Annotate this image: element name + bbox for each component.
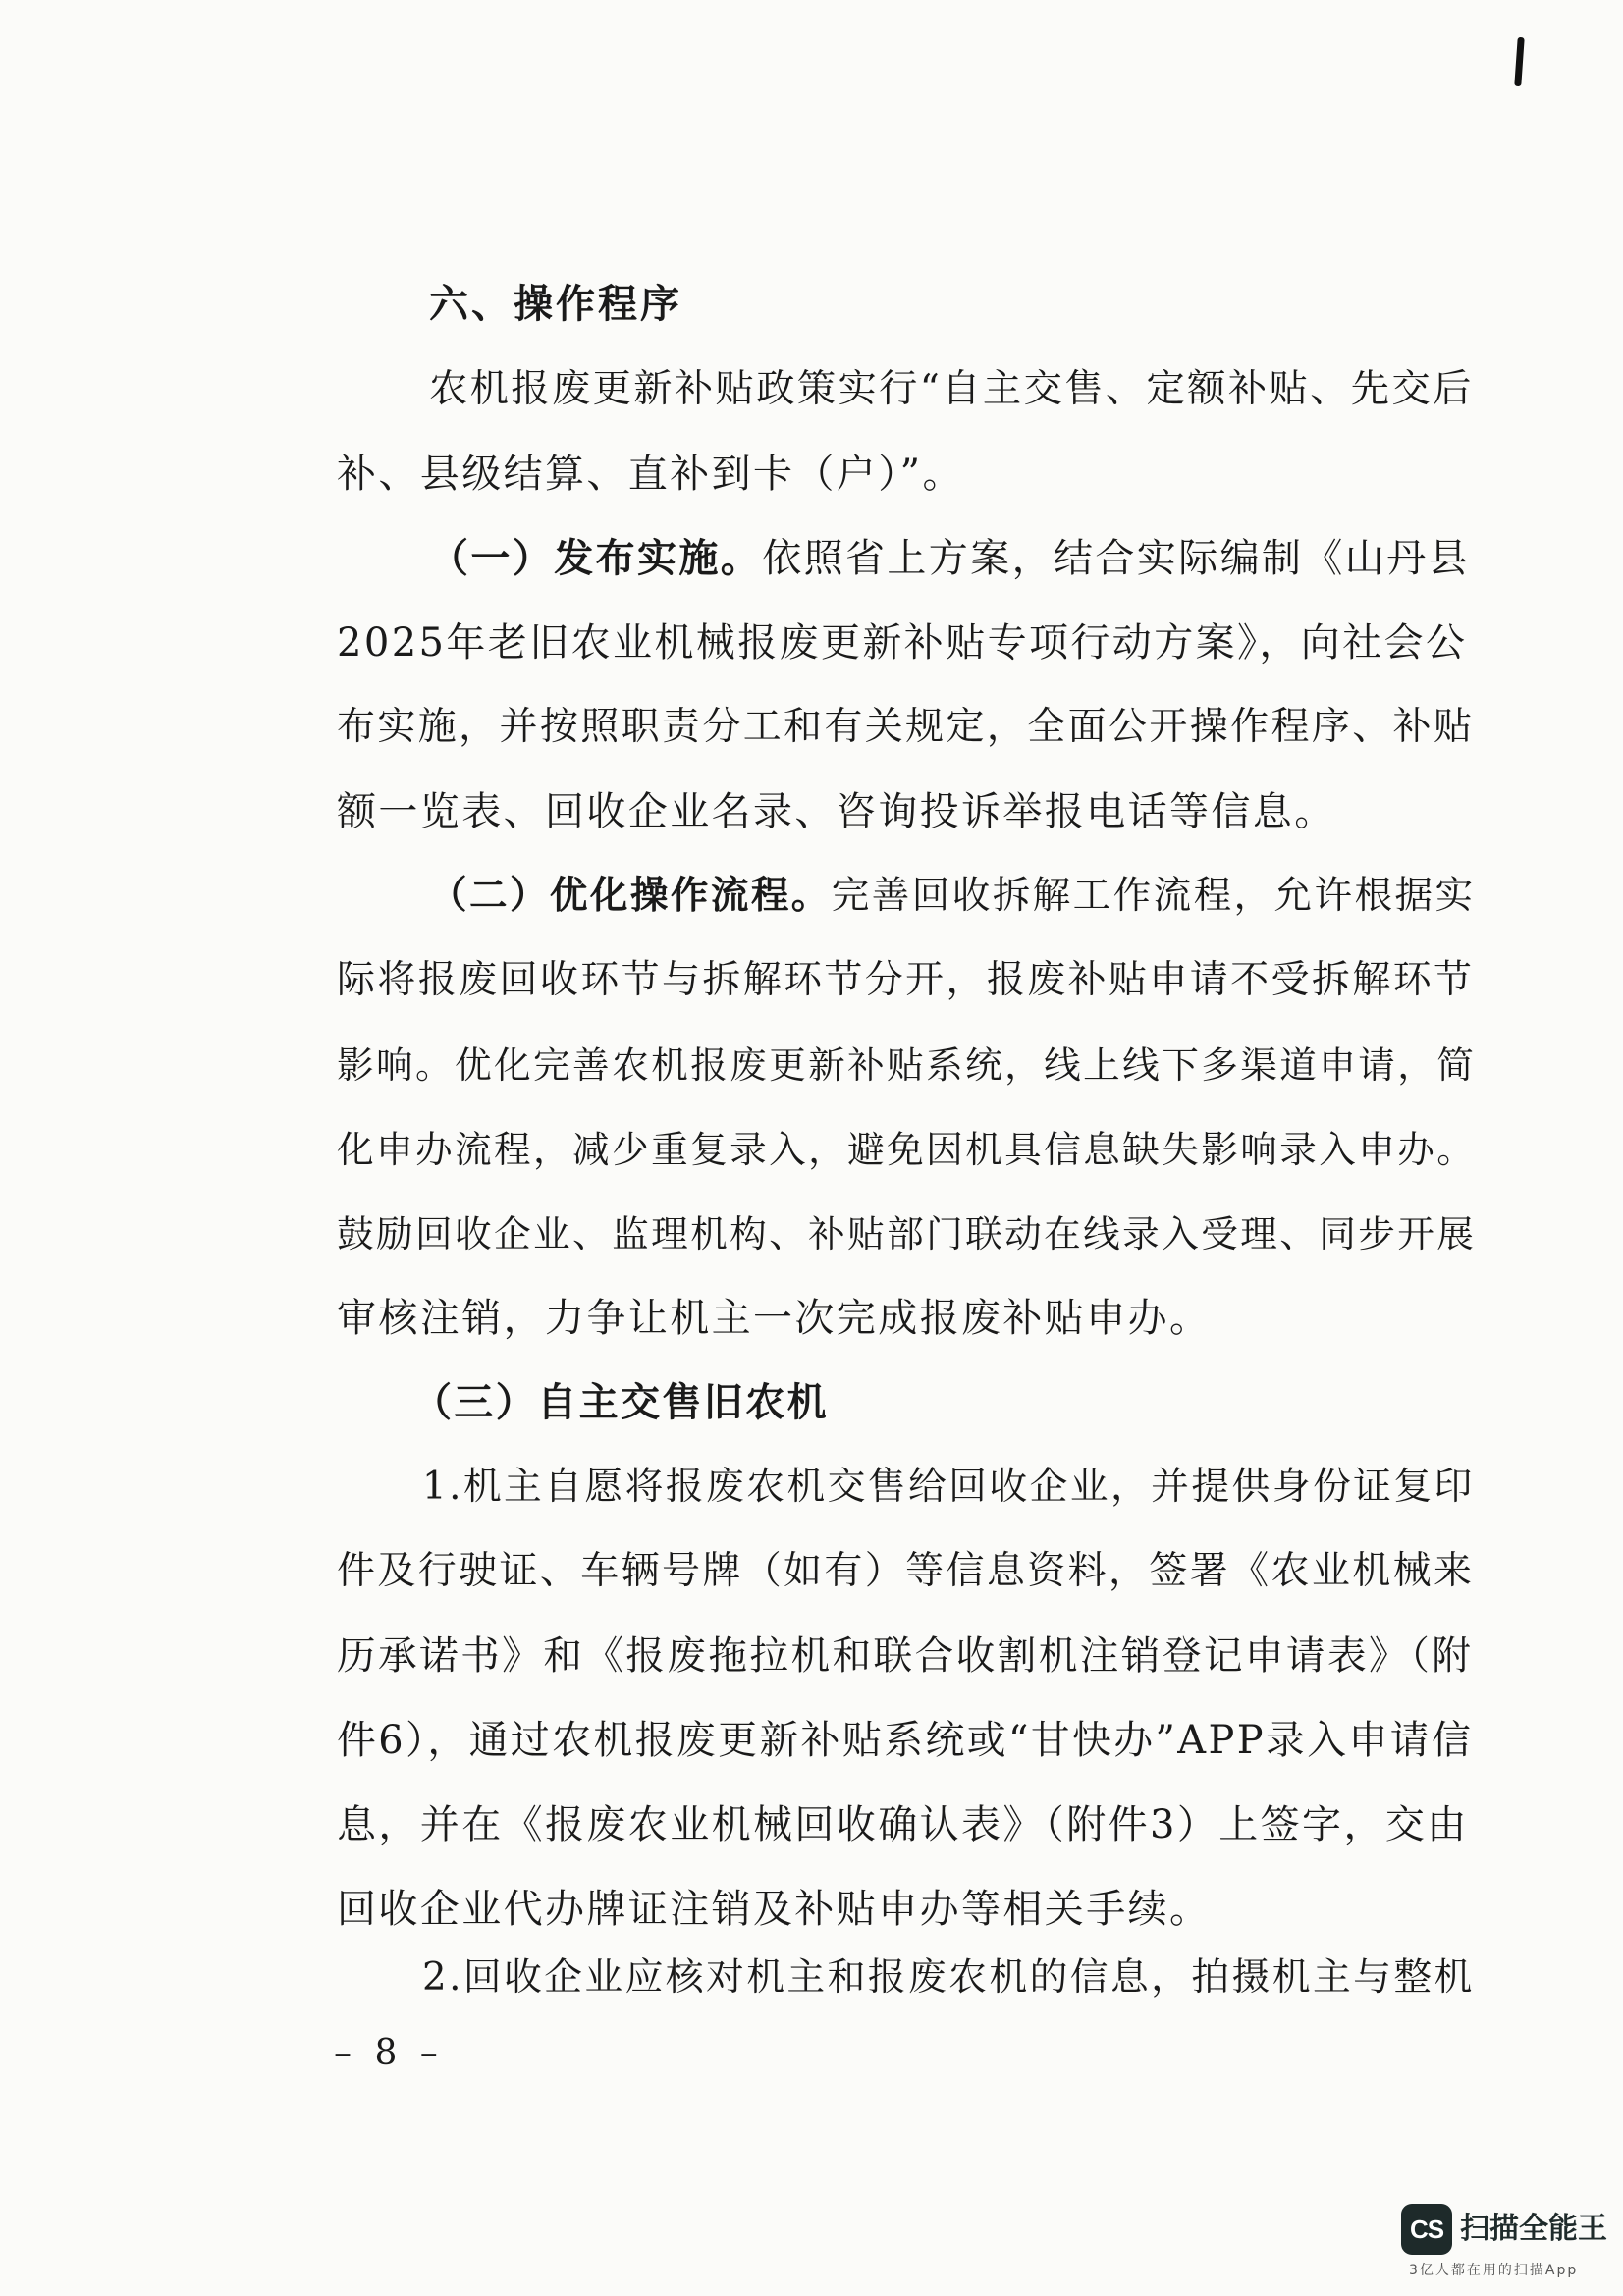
paragraph-line: 额一览表、回收企业名录、咨询投诉举报电话等信息。 <box>337 789 1336 834</box>
paragraph-line: 农机报废更新补贴政策实行“自主交售、定额补贴、先交后 <box>429 367 1474 411</box>
paragraph-line: 历承诺书》和《报废拖拉机和联合收割机注销登记申请表》（附 <box>337 1633 1474 1679</box>
paragraph-line: 2.回收企业应核对机主和报废农机的信息，拍摄机主与整机 <box>422 1955 1475 2000</box>
paragraph-lead: （二）优化操作流程。 <box>429 874 832 918</box>
subsection-heading: （三）自主交售旧农机 <box>412 1379 829 1425</box>
paragraph-line: 2025年老旧农业机械报废更新补贴专项行动方案》，向社会公 <box>337 620 1468 666</box>
camscanner-logo-icon: CS <box>1401 2204 1452 2255</box>
paragraph-line: 件及行驶证、车辆号牌（如有）等信息资料，签署《农业机械来 <box>337 1549 1475 1593</box>
scanner-watermark <box>1401 2204 1607 2286</box>
page-number: – 8 – <box>334 2033 444 2073</box>
watermark-tagline: 3亿人都在用的扫描App <box>1409 2263 1579 2278</box>
paragraph-line: 影响。优化完善农机报废更新补贴系统，线上线下多渠道申请，简 <box>337 1043 1477 1087</box>
handwritten-mark <box>1514 37 1524 86</box>
paragraph-line: 鼓励回收企业、监理机构、补贴部门联动在线录入受理、同步开展 <box>337 1212 1477 1255</box>
section-heading: 六、操作程序 <box>429 281 682 327</box>
paragraph-line: 1.机主自愿将报废农机交售给回收企业，并提供身份证复印 <box>422 1465 1475 1509</box>
paragraph-line: 回收企业代办牌证注销及补贴申办等相关手续。 <box>337 1887 1212 1932</box>
paragraph-line: （一）发布实施。依照省上方案，结合实际编制《山丹县 <box>429 535 1471 581</box>
paragraph-line: 件6），通过农机报废更新补贴系统或“甘快办”APP录入申请信 <box>337 1718 1474 1763</box>
paragraph-lead: （一）发布实施。 <box>429 535 763 581</box>
paragraph-line: 化申办流程，减少重复录入，避免因机具信息缺失影响录入申办。 <box>337 1128 1477 1171</box>
watermark-app-name: 扫描全能王 <box>1460 2212 1607 2246</box>
paragraph-line: 际将报废回收环节与拆解环节分开，报废补贴申请不受拆解环节 <box>337 958 1475 1002</box>
paragraph-line: （二）优化操作流程。完善回收拆解工作流程，允许根据实 <box>429 874 1476 918</box>
paragraph-line: 审核注销，力争让机主一次完成报废补贴申办。 <box>337 1296 1212 1341</box>
paragraph-line <box>412 1378 829 1427</box>
paragraph-line: 补、县级结算、直补到卡（户）”。 <box>337 452 964 497</box>
paragraph-line: 布实施，并按照职责分工和有关规定，全面公开操作程序、补贴 <box>337 705 1475 749</box>
paragraph-line: 息，并在《报废农业机械回收确认表》（附件3）上签字，交由 <box>337 1802 1469 1847</box>
